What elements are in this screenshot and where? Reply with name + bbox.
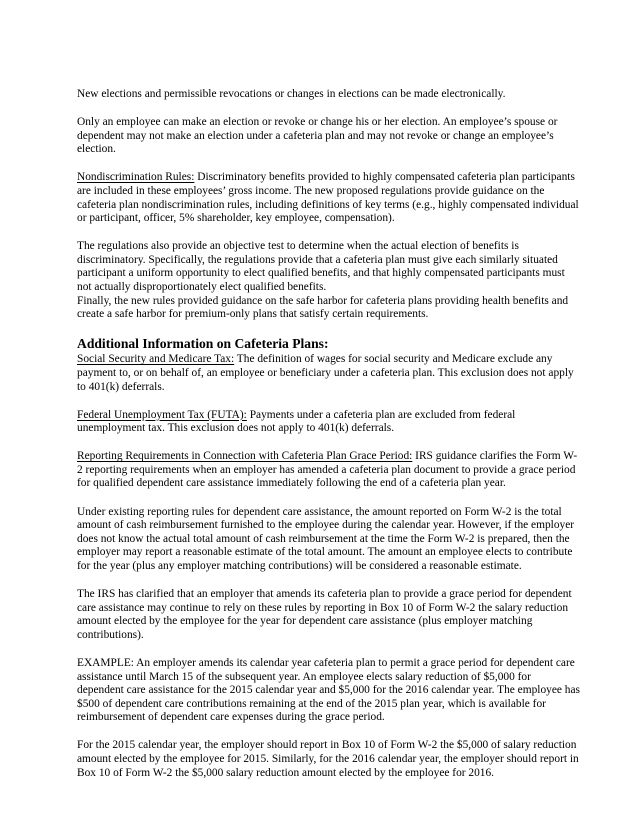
reporting-requirements-heading: Reporting Requirements in Connection with Cafeteria Plan Grace Period: (77, 450, 413, 463)
nondiscrimination-heading: Nondiscrimination Rules: (77, 171, 195, 184)
paragraph-nondiscrimination (77, 171, 580, 225)
reporting-requirements-text: IRS guidance clarifies the Form W-2 reporting requirements when an employer has amended a cafeteria plan document to provide a grace period for qualified dependent care assistance immediately following the end of a cafeteria plan year. (77, 450, 578, 490)
social-security-text: The definition of wages for social security and Medicare exclude any payment to, or on behalf of, an employee or beneficiary under a cafeteria plan. This exclusion does not apply to 401(k) deferrals. (77, 353, 574, 393)
paragraph-employee-election: Only an employee can make an election or revoke or change his or her election. An employee’s spouse or dependent may not make an election under a cafeteria plan and may not revoke or change an employee’s election. (77, 116, 558, 156)
futa-text: Payments under a cafeteria plan are excluded from federal unemployment tax. This exclusion does not apply to 401(k) deferrals. (77, 408, 516, 435)
paragraph-existing-reporting-rules: Under existing reporting rules for dependent care assistance, the amount reported on Form W-2 is the total amount of cash reimbursement furnished to the employee during the calendar year. However, if the employer does not know the actual total amount of cash reimbursement at the time the Form W-2 is prepared, then the employer may report a reasonable estimate of the total amount. The amount an employee elects to contribute for the year (plus any employer matching contributions) will be considered a reasonable estimate. (77, 505, 575, 572)
social-security-heading: Social Security and Medicare Tax: (77, 353, 235, 366)
paragraph-safe-harbor: Finally, the new rules provided guidance on the safe harbor for cafeteria plans providing health benefits and create a safe harbor for premium-only plans that satisfy certain requirements. (77, 294, 569, 321)
paragraph-futa (77, 409, 580, 436)
futa-heading: Federal Unemployment Tax (FUTA): (77, 408, 247, 421)
paragraph-irs-clarification: The IRS has clarified that an employer that amends its cafeteria plan to provide a grace period for dependent care assistance may continue to rely on these rules by reporting in Box 10 of Form W-2 the salary reduction amount elected by the employee for the year for dependent care assistance (plus employer matching contributions). (77, 588, 572, 641)
paragraph-social-security (77, 353, 580, 394)
section-heading: Additional Information on Cafeteria Plans: (77, 336, 329, 352)
paragraph-electronic-elections: New elections and permissible revocations or changes in elections can be made electronically. (77, 88, 506, 100)
nondiscrimination-text: Discriminatory benefits provided to highly compensated cafeteria plan participants are included in these employees’ gross income. The new proposed regulations provide guidance on the cafeteria plan nondiscrimination rules, including definitions of key terms (e.g., highly compensated individual or participant, officer, 5% shareholder, key employee, compensation). (77, 171, 579, 225)
paragraph-reporting-requirements (77, 450, 580, 491)
paragraph-box-10-reporting: For the 2015 calendar year, the employer should report in Box 10 of Form W-2 the $5,000 of salary reduction amount elected by the employee for 2015. Similarly, for the 2016 calendar year, the employer should report in Box 10 of Form W-2 the $5,000 salary reduction amount elected by the employee for 2016. (77, 739, 579, 779)
paragraph-example: EXAMPLE: An employer amends its calendar year cafeteria plan to permit a grace period for dependent care assistance until March 15 of the subsequent year. An employee elects salary reduction of $5,000 for dependent care assistance for the 2015 calendar year and $5,000 for the 2016 calendar year. The employee has $500 of dependent care contributions remaining at the end of the 2015 plan year, which is available for reimbursement of dependent care expenses during the grace period. (77, 656, 580, 724)
paragraph-objective-test: The regulations also provide an objective test to determine when the actual election of benefits is discriminatory. Specifically, the regulations provide that a cafeteria plan must give each similarly situated participant a uniform opportunity to elect qualified benefits, and that highly compensated participants must not actually disproportionately elect qualified benefits. (77, 240, 565, 294)
